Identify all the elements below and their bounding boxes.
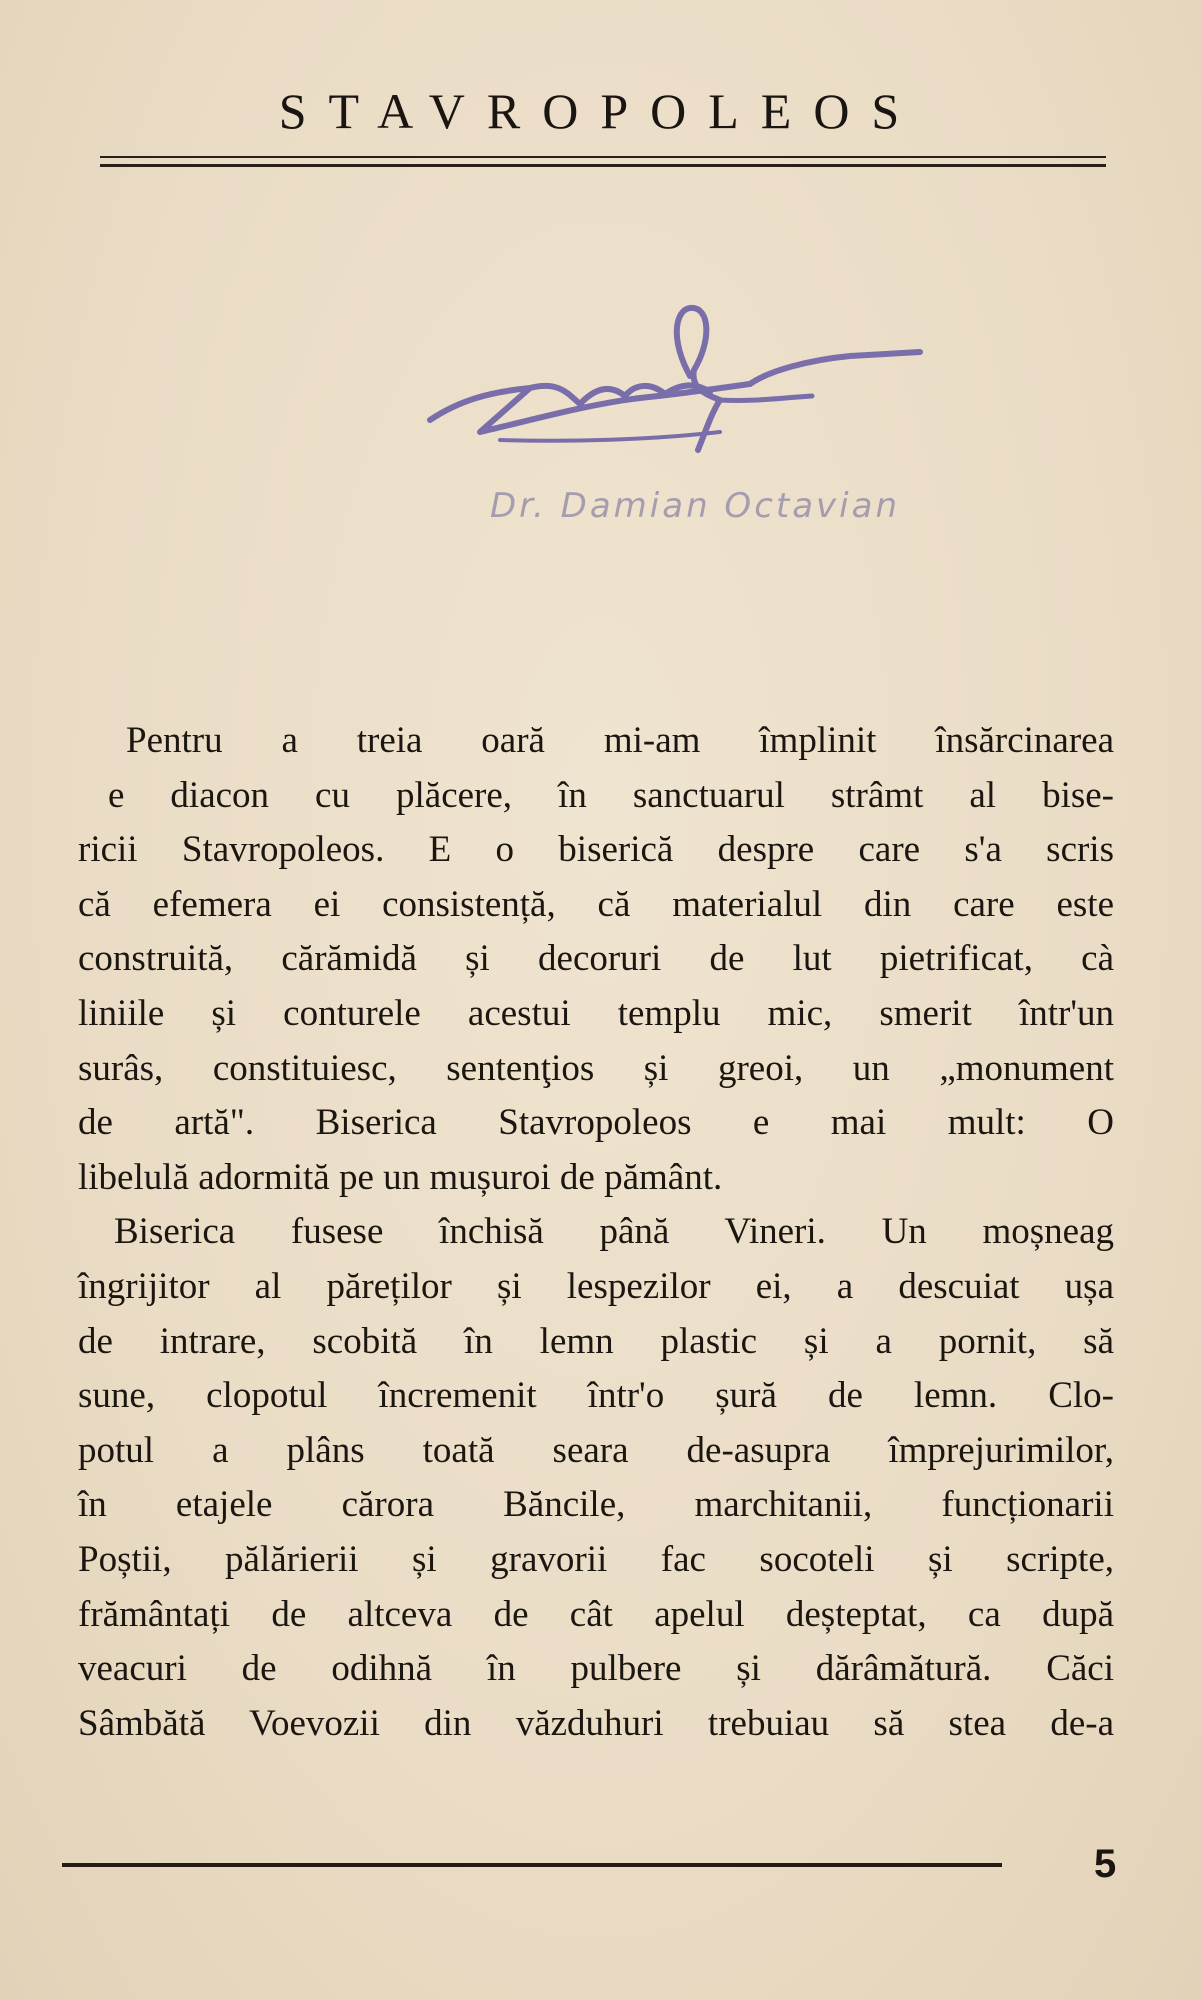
- text-line: că efemera ei consistență, că materialul din care este: [78, 883, 1114, 925]
- text-line: ricii Stavropoleos. E o biserică despre care s'a scris: [78, 829, 1114, 871]
- text-line: veacuri de odihnă în pulbere și dărâmătură. Căci: [78, 1648, 1114, 1690]
- text-line: potul a plâns toată seara de-asupra împrejurimilor,: [78, 1429, 1114, 1471]
- page-number: 5: [1094, 1842, 1117, 1886]
- text-line: libelulă adormită pe un mușuroi de pământ.: [78, 1156, 723, 1198]
- body-text: [78, 714, 1114, 1751]
- text-line: Biserica fusese închisă până Vineri. Un moșneag: [114, 1211, 1114, 1253]
- handwritten-signature: [420, 300, 940, 480]
- header-rule: [100, 156, 1106, 158]
- text-line: Poștii, pălărierii și gravorii fac socoteli și scripte,: [78, 1538, 1114, 1580]
- text-line: de artă". Biserica Stavropoleos e mai mult: O: [78, 1102, 1114, 1144]
- text-line: sune, clopotul încremenit într'o șură de lemn. Clo-: [78, 1375, 1114, 1417]
- text-line: în etajele cărora Băncile, marchitanii, funcționarii: [78, 1484, 1114, 1526]
- text-line: frământați de altceva de cât apelul deșteptat, ca după: [78, 1593, 1114, 1635]
- header-rule-double: [100, 164, 1106, 167]
- text-line: îngrijitor al păreților și lespezilor ei, a descuiat ușa: [78, 1265, 1114, 1307]
- text-line: de intrare, scobită în lemn plastic și a pornit, să: [78, 1320, 1114, 1362]
- text-line: liniile și conturele acestui templu mic, smerit într'un: [78, 992, 1114, 1034]
- text-line: e diacon cu plăcere, în sanctuarul strâmt al bise-: [108, 774, 1114, 816]
- ownership-stamp: Dr. Damian Octavian: [490, 486, 900, 526]
- text-line: Pentru a treia oară mi-am împlinit însărcinarea: [126, 720, 1114, 761]
- text-line: surâs, constituiesc, sentenţios și greoi, un „monument: [78, 1047, 1114, 1089]
- footer-rule: [62, 1863, 1002, 1867]
- running-title: STAVROPOLEOS: [278, 83, 922, 139]
- text-line: Sâmbătă Voevozii din văzduhuri trebuiau să stea de-a: [78, 1702, 1114, 1744]
- text-line: construită, cărămidă și decoruri de lut pietrificat, cà: [78, 938, 1114, 980]
